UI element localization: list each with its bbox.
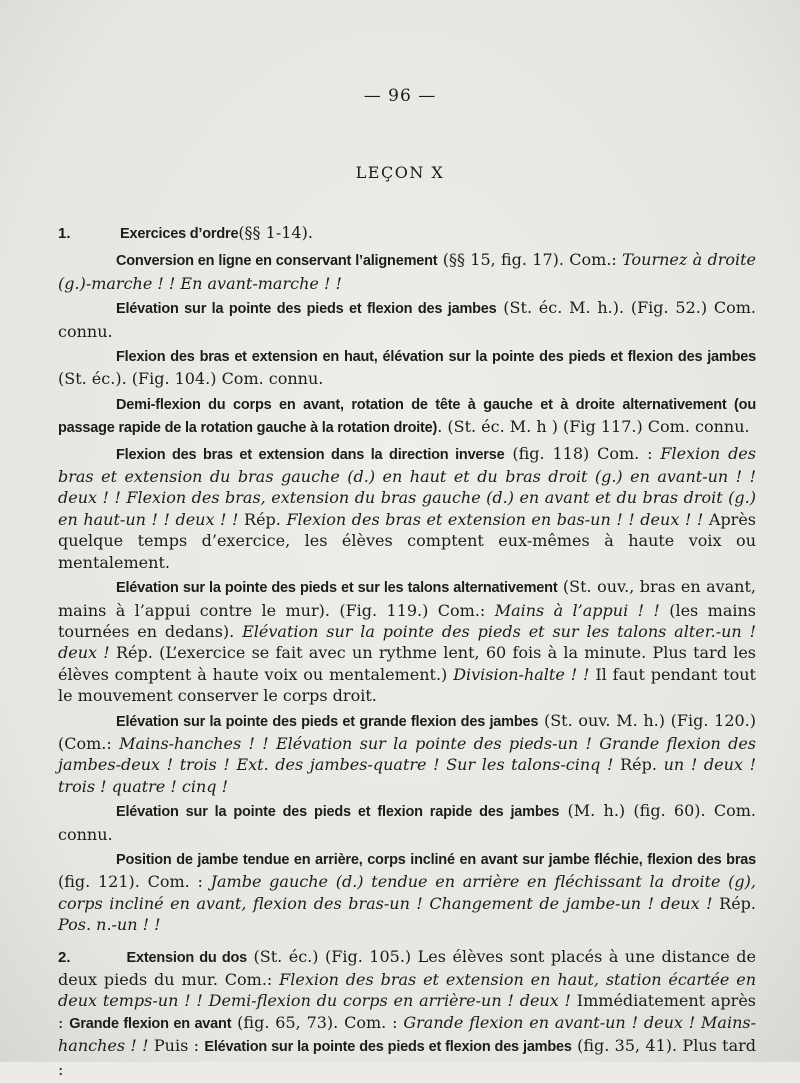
exercise-paragraph xyxy=(58,443,756,573)
lesson-title: LEÇON X xyxy=(355,163,445,182)
italic-command-text: Tournez à droite (g.)-marche ! ! En avant-marche ! ! xyxy=(58,250,757,293)
bold-exercise-name: Flexion des bras et extension dans la direction inverse xyxy=(116,446,505,463)
italic-command-text: Grande flexion en avant-un ! deux ! Mains-hanches ! ! xyxy=(58,1012,757,1056)
italic-command-text: Mains-hanches ! ! Elévation sur la pointe des pieds-un ! Grande flexion des jambes-deux ! trois ! Ext. des jambes-quatre ! Sur les talons-cinq ! xyxy=(58,733,756,775)
bold-exercise-name: Elévation sur la pointe des pieds et sur les talons alternativement xyxy=(116,580,558,597)
section-1-title: Exercices d’ordre xyxy=(120,226,239,242)
bold-exercise-name: Elévation sur la pointe des pieds et flexion des jambes xyxy=(116,301,497,318)
bold-exercise-name: Position de jambe tendue en arrière, corps incliné en avant sur jambe fléchie, flexion des bras xyxy=(116,851,756,868)
body-text-run: . (St. éc. M. h ) (Fig 117.) Com. connu. xyxy=(437,417,750,437)
italic-command-text: Flexion des bras et extension du bras gauche (d.) en haut et du bras droit (g.) en avant-un ! ! deux ! ! Flexion des bras, extension du bras gauche (d.) en avant et du bras droit (g.) en haut-un ! ! deux ! ! xyxy=(58,443,756,529)
italic-command-text: Pos. n.-un ! ! xyxy=(58,915,161,935)
body-text-run: (§§ 15, fig. 17). Com.: xyxy=(437,250,623,270)
body-text-run: Rép. xyxy=(238,509,287,529)
body-text-run: Immédiatement après : xyxy=(58,991,756,1032)
italic-command-text: Jambe gauche (d.) tendue en arrière en fléchissant la droite (g), corps incliné en avant, flexion des bras-un ! Changement de jambe-un ! deux ! xyxy=(58,872,756,913)
body-text-run: (St. éc.). (Fig. 104.) Com. connu. xyxy=(58,369,324,389)
bold-exercise-name: Conversion en ligne en conservant l’alignement xyxy=(116,253,438,270)
body-text-run: Après quelque temps d’exercice, les élèves comptent eux-mêmes à haute voix ou mentalement. xyxy=(58,509,757,572)
section-1-heading xyxy=(58,222,756,245)
section-1-reference: (§§ 1-14). xyxy=(238,223,313,242)
bold-exercise-name: Elévation sur la pointe des pieds et grande flexion des jambes xyxy=(116,713,539,730)
body-text-run: (les mains tournées en dedans). xyxy=(58,600,757,641)
exercise-paragraph xyxy=(58,297,756,342)
body-text-run: (St. ouv., bras en avant, mains à l’appui contre le mur). (Fig. 119.) Com.: xyxy=(58,577,756,620)
exercise-paragraph xyxy=(58,800,756,845)
body-text-run: (fig. 118) Com. : xyxy=(504,443,661,463)
bold-exercise-name: Elévation sur la pointe des pieds et flexion des jambes xyxy=(204,1039,572,1056)
italic-command-text: Elévation sur la pointe des pieds et sur les talons alter.-un ! deux ! xyxy=(58,621,756,663)
exercise-paragraph xyxy=(58,576,756,706)
bold-exercise-name: Elévation sur la pointe des pieds et flexion rapide des jambes xyxy=(116,804,560,821)
body-text xyxy=(58,222,756,1083)
exercise-paragraph xyxy=(58,393,756,440)
body-text-run: (fig. 35, 41). Plus tard : xyxy=(58,1036,756,1079)
body-text-run: Puis : xyxy=(148,1036,205,1056)
body-text-run: Rép. xyxy=(712,893,756,913)
section-1-number: 1. xyxy=(58,225,71,242)
exercise-paragraph xyxy=(58,848,756,936)
bold-exercise-name: Demi-flexion du corps en avant, rotation de tête à gauche et à droite alternativement (ou passage rapide de la rotation gauche à la rotation droite) xyxy=(58,396,756,437)
section-2-paragraph xyxy=(58,946,756,1080)
body-text-run: (St. éc.) (Fig. 105.) Les élèves sont placés à une distance de deux pieds du mur. Com.: xyxy=(58,946,756,989)
bold-exercise-name: Grande flexion en avant xyxy=(69,1015,232,1032)
exercise-paragraph xyxy=(58,710,756,798)
section-1-paragraphs xyxy=(58,249,756,935)
bold-exercise-name: Extension du dos xyxy=(126,949,247,966)
body-text-run: Il faut pendant tout le mouvement conserver le corps droit. xyxy=(58,664,756,706)
body-text-run: Rép. xyxy=(613,755,664,775)
italic-command-text: Flexion des bras et extension en haut, station écartée en deux temps-un ! ! Demi-flexion du corps en arrière-un ! deux ! xyxy=(58,970,756,1011)
exercise-paragraph xyxy=(58,249,756,294)
body-text-run: (M. h.) (fig. 60). Com. connu. xyxy=(58,801,757,844)
exercise-paragraph xyxy=(58,345,756,390)
section-2-number: 2. xyxy=(58,948,71,966)
italic-command-text: Mains à l’appui ! ! xyxy=(494,600,660,620)
bold-exercise-name: Flexion des bras et extension en haut, élévation sur la pointe des pieds et flexion des jambes xyxy=(116,349,756,366)
page-number: — 96 — xyxy=(363,86,437,106)
italic-command-text: Flexion des bras et extension en bas-un ! ! deux ! ! xyxy=(286,509,704,529)
body-text-run: (St. éc. M. h.). (Fig. 52.) Com. connu. xyxy=(58,298,756,341)
body-text-run: (fig. 65, 73). Com. : xyxy=(231,1012,404,1032)
italic-command-text: un ! deux ! trois ! quatre ! cinq ! xyxy=(58,755,757,796)
body-text-run: Rép. (L’exercice se fait avec un rythme lent, 60 fois à la minute. Plus tard les élèves comptent à haute voix ou mentalement.) xyxy=(58,643,756,684)
body-text-run: (fig. 121). Com. : xyxy=(58,872,211,892)
italic-command-text: Division-halte ! ! xyxy=(453,664,590,684)
body-text-run: (St. ouv. M. h.) (Fig. 120.) (Com.: xyxy=(58,710,757,753)
